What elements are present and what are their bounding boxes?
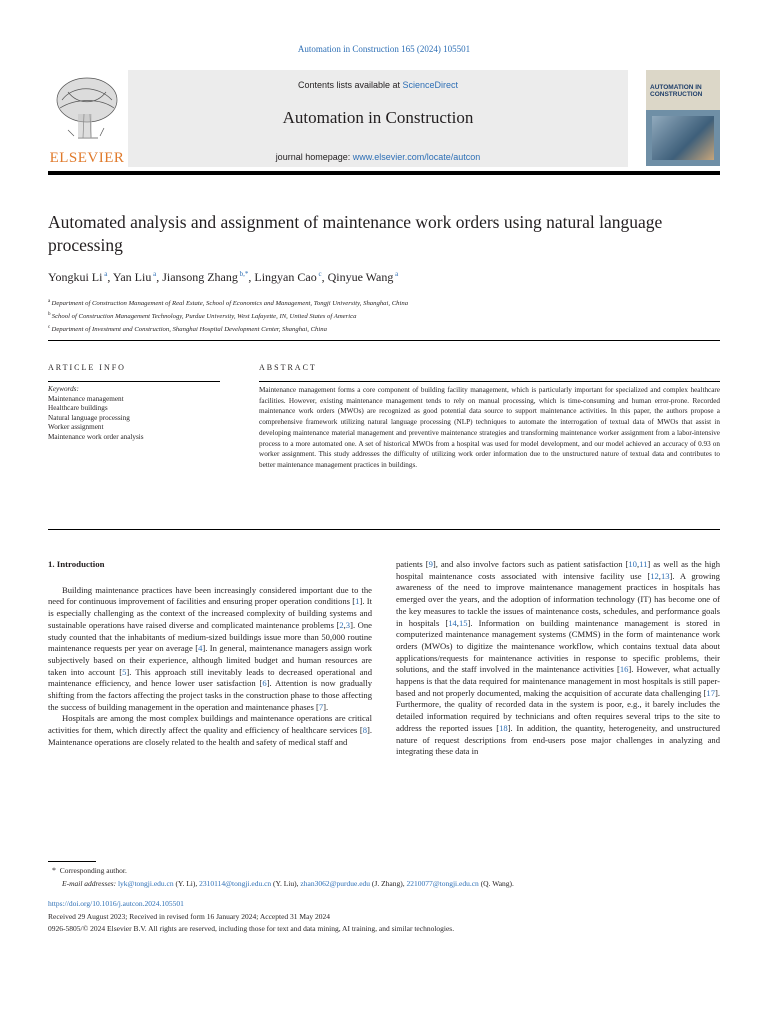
citation-link[interactable]: 3 (345, 619, 351, 630)
author-name[interactable]: Qinyue Wang (327, 270, 394, 284)
article-info-heading: ARTICLE INFO (48, 363, 126, 372)
email-link[interactable]: 2210077@tongji.edu.cn (406, 879, 479, 888)
citation-link[interactable]: 2 (339, 619, 344, 630)
affiliation-mark: b (48, 312, 52, 318)
contents-prefix: Contents lists available at (297, 80, 403, 90)
intro-left-paragraphs (48, 585, 372, 749)
citation-link[interactable]: 17 (706, 687, 715, 698)
author-affil-mark[interactable]: a (393, 270, 399, 278)
affiliation-text: School of Construction Management Technology, Purdue University, West Lafayette, IN, United States of America (51, 313, 357, 321)
copyright-notice: 0926-5805/© 2024 Elsevier B.V. All rights are reserved, including those for text and data mining, AI training, and similar technologies. (48, 924, 455, 933)
citation-link[interactable]: 5 (122, 666, 127, 677)
affiliation (48, 322, 408, 335)
email-link[interactable]: lyk@tongji.edu.cn (117, 879, 174, 888)
affiliations (48, 296, 408, 336)
keywords-label: Keywords: (48, 385, 79, 393)
citation-link[interactable]: 8 (362, 725, 367, 736)
abstract-heading: ABSTRACT (259, 363, 317, 372)
citation-link[interactable]: 13 (660, 570, 670, 581)
affiliation (48, 296, 408, 309)
contents-line (128, 80, 628, 90)
citation-link[interactable]: 7 (318, 701, 324, 712)
author-name[interactable]: Lingyan Cao (254, 270, 317, 284)
author-affil-mark[interactable]: a (102, 270, 108, 278)
sciencedirect-link[interactable]: ScienceDirect (402, 80, 459, 90)
email-label: E-mail addresses: (62, 879, 118, 888)
citation-link[interactable]: 10 (628, 559, 637, 569)
keyword-list (48, 395, 144, 443)
cover-picture (652, 116, 714, 160)
journal-banner (128, 70, 628, 167)
citation-link[interactable]: 9 (428, 559, 433, 569)
corresponding-text: Corresponding author. (59, 866, 127, 875)
affiliation-mark: c (48, 325, 52, 331)
keyword: Maintenance work order analysis (48, 432, 144, 441)
header-rule (48, 171, 720, 175)
received-dates: Received 29 August 2023; Received in revised form 16 January 2024; Accepted 31 May 2024 (48, 912, 331, 921)
email-addresses: E-mail addresses: lyk@tongji.edu.cn (Y. Li), 2310114@tongji.edu.cn (Y. Liu), zhan3062@purdue.edu (J. Zhang), 2210077@tongji.edu.cn (Q. Wang). (62, 879, 514, 888)
section-divider (48, 340, 720, 341)
citation-link[interactable]: 11 (639, 559, 648, 569)
article-info-rule (48, 381, 220, 382)
citation-link[interactable]: 12 (650, 570, 659, 581)
citation-link[interactable]: 16 (619, 664, 629, 675)
paragraph: Building maintenance practices have been increasingly considered important due to the need for continuous improvement of facilities and ensuring proper operation conditions [1]. It is especially challenging as the context of the increased complexity of building systems and sustainable operations have raised diverse and complicated maintenance problems [2,3]. One study counted that the inhabitants of medium-sized buildings issue more than 50,000 routine maintenance requests per year on average [4]. In general, maintenance managers assign work subjectively based on their experience, although limited budget and human resources are taken into account [5]. This approach still inevitably leads to decreased operational and maintenance efficiency, and hence lower user satisfaction [6]. Attention is now gradually shifting from the factors affecting the project tasks in the construction phase to those affecting the success of building management in the operation and maintenance phases [7]. (48, 584, 373, 712)
email-link[interactable]: 2310114@tongji.edu.cn (199, 879, 272, 888)
footnote-mark: * (52, 866, 56, 875)
corresponding-author-note (52, 866, 127, 876)
email-link[interactable]: zhan3062@purdue.edu (300, 879, 371, 888)
doi-link[interactable] (48, 899, 184, 909)
section-heading: 1. Introduction (48, 559, 105, 569)
abstract-rule (259, 381, 720, 382)
footnote-rule (48, 861, 96, 862)
affiliation-text: Department of Construction Management of Real Estate, School of Economics and Management, Tongji University, Shanghai, China (51, 300, 409, 308)
affiliation-mark: a (48, 299, 52, 304)
body-divider (48, 529, 720, 530)
author-list: Yongkui Li $^a$, Yan Liu $^a$, Jiansong Zhang $^{b,*}$, Lingyan Cao $^c$, Qinyue Wang $^a$ (48, 270, 399, 284)
journal-title: Automation in Construction (282, 108, 474, 127)
author-name[interactable]: Yongkui Li (48, 270, 103, 284)
paragraph: Hospitals are among the most complex buildings and maintenance operations are critical activities for them, which directly affect the quality and efficiency of healthcare services [8]. Maintenance operations are closely related to the health and safety of medical staff and (48, 713, 372, 747)
keyword: Healthcare buildings (48, 404, 108, 413)
homepage-prefix: journal homepage: (275, 152, 353, 162)
citation-link[interactable]: 18 (499, 722, 508, 733)
doi-anchor[interactable]: https://doi.org/10.1016/j.autcon.2024.105501 (48, 899, 184, 908)
journal-header (48, 70, 720, 170)
affiliation (48, 309, 408, 322)
cover-title: AUTOMATION IN CONSTRUCTION (650, 84, 703, 98)
citation-link[interactable]: 1 (355, 596, 360, 607)
author-name[interactable]: Jiansong Zhang (162, 270, 238, 284)
body-column-right (396, 559, 720, 758)
journal-homepage-link[interactable]: www.elsevier.com/locate/autcon (352, 152, 481, 162)
keyword: Natural language processing (48, 413, 130, 422)
elsevier-tree-logo (48, 70, 126, 167)
journal-reference[interactable]: Automation in Construction 165 (2024) 105501 (297, 44, 471, 54)
keyword: Worker assignment (48, 423, 104, 432)
citation-link[interactable]: 14 (448, 617, 457, 628)
elsevier-wordmark: ELSEVIER (49, 150, 125, 166)
affiliation-text: Department of Investment and Construction, Shanghai Hospital Development Center, Shanghai, China (51, 326, 327, 334)
author-affil-mark[interactable]: c (316, 270, 322, 278)
citation-link[interactable]: 15 (458, 617, 468, 628)
keywords-block (48, 385, 144, 443)
author-name[interactable]: Yan Liu (112, 270, 152, 284)
author-affil-mark[interactable]: a (151, 270, 157, 278)
article-title: Automated analysis and assignment of maintenance work orders using natural language processing (48, 212, 663, 255)
abstract-text: Maintenance management forms a core component of building facility management, which is particularly important for specialized and complex healthcare facilities. However, existing maintenance management tends to rely on manual processing, which is time-consuming and human error-prone. Recorded maintenance work orders (MWOs) are recognized as good potential data source to support maintenance activities. In this paper, the authors propose a comprehensive framework utilizing natural language processing (NLP) techniques to automate the interrogation of textual data of MWOs that assist in developing maintenance material management and preventive maintenance strategies and transforming maintenance worker assignment from a labor-intensive process to a more automated one. A set of historical MWOs from a hospital was used for model development, and our model achieved an accuracy of 0.93 on worker assignment. This study addresses the difficulty of utilizing work order information due to the unstructured nature of textual data and contributes to better maintenance management practices in buildings. (259, 386, 720, 469)
keyword: Maintenance management (48, 394, 124, 403)
homepage-line (128, 152, 628, 162)
intro-right-paragraph: patients [9], and also involve factors such as patient satisfaction [10,11] as well as the high hospital maintenance costs associated with intensive facility use [12,13]. A growing awareness of the need to improve maintenance management practices in hospitals has emerged over the years, and the adoption of information technology (IT) has become one of the key measures to tackle the issues of maintenance costs, schedules, and performance goals in hospitals [14,15]. Information on building maintenance management is stored in computerized maintenance management systems (CMMS) in the form of maintenance work orders (MWOs) to digitize the maintenance workflow, which contains textual data about applications/requests for maintenance activities in response to specific problems, their solutions, and the staff involved in the maintenance activities [16]. However, what actually happens is that the data required for maintenance management in most hospitals is still paper-based and not properly documented, making the acquisition of accurate data challenging [17]. Furthermore, the quality of recorded data in the system is poor, e.g., it barely includes the detailed information required by technicians and often requires several trips to the site to address the reported issues [18]. In addition, the quantity, heterogeneity, and unstructured nature of request descriptions from end-users pose major challenges in analyzing and integrating these data in (396, 559, 720, 757)
author-affil-mark[interactable]: b,* (237, 270, 249, 278)
journal-cover-image[interactable] (646, 70, 720, 166)
citation-link[interactable]: 4 (198, 643, 203, 654)
body-column-left (48, 559, 372, 749)
citation-link[interactable]: 6 (262, 678, 267, 689)
